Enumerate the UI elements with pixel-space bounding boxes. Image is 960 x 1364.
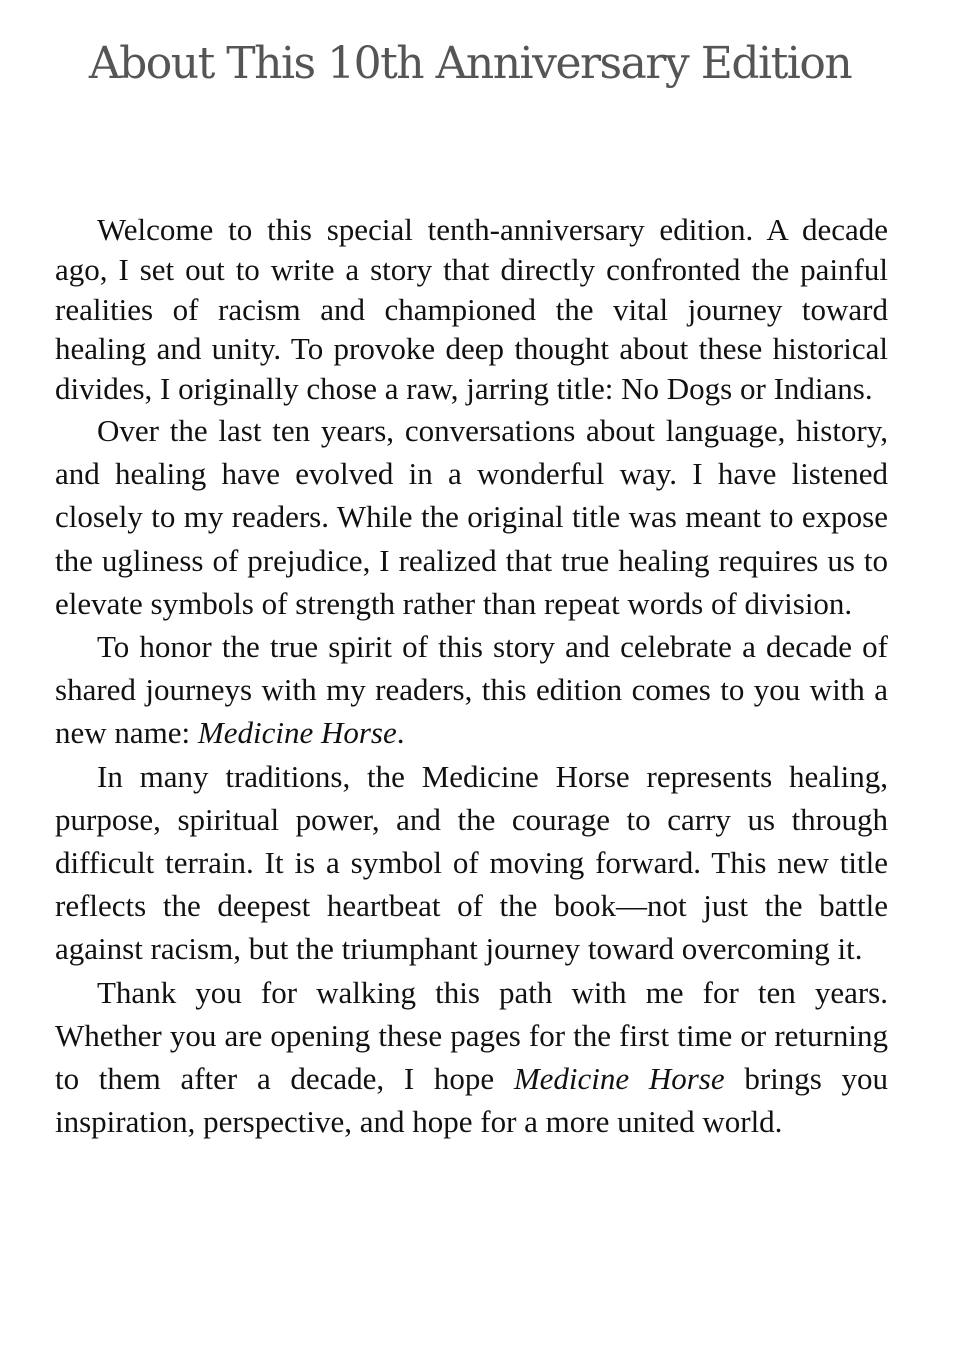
paragraph-thanks xyxy=(55,971,888,1144)
book-title-italic: Medicine Horse xyxy=(197,715,397,751)
page-title: About This 10th Anniversary Edition xyxy=(88,38,852,89)
paragraph-thanks-end: brings you inspiration, perspective, and hope for a more united world. xyxy=(55,1061,888,1140)
paragraph-evolution: Over the last ten years, conversations about language, history, and healing have evolved in a wonderful way. I have listened closely to my readers. While the original title was meant to expose the ugliness of prejudice, I realized that true healing requires us to elevate symbols of strength rather than repeat words of division. xyxy=(55,412,888,621)
paragraph-thanks-text: Thank you for walking this path with me for ten years. Whether you are opening these pages for the first time or returning to them after a decade, I hope xyxy=(55,974,888,1097)
paragraph-new-name-text: To honor the true spirit of this story and celebrate a decade of shared journeys with my readers, this edition comes to you with a new name: xyxy=(55,629,888,751)
paragraph-meaning: In many traditions, the Medicine Horse represents healing, purpose, spiritual power, and the courage to carry us through difficult terrain. It is a symbol of moving forward. This new title reflects the deepest heartbeat of the book—not just the battle against racism, but the triumphant journey toward overcoming it. xyxy=(55,758,888,967)
paragraph-new-name xyxy=(55,625,888,755)
body-text xyxy=(55,210,888,1143)
book-title-italic: Medicine Horse xyxy=(513,1061,725,1097)
paragraph-new-name-end: . xyxy=(396,715,405,751)
paragraph-welcome: Welcome to this special tenth-anniversary edition. A decade ago, I set out to write a story that directly confronted the painful realities of racism and championed the vital journey toward healing and unity. To provoke deep thought about these historical divides, I originally chose a raw, jarring title: No Dogs or Indians. xyxy=(55,212,888,407)
